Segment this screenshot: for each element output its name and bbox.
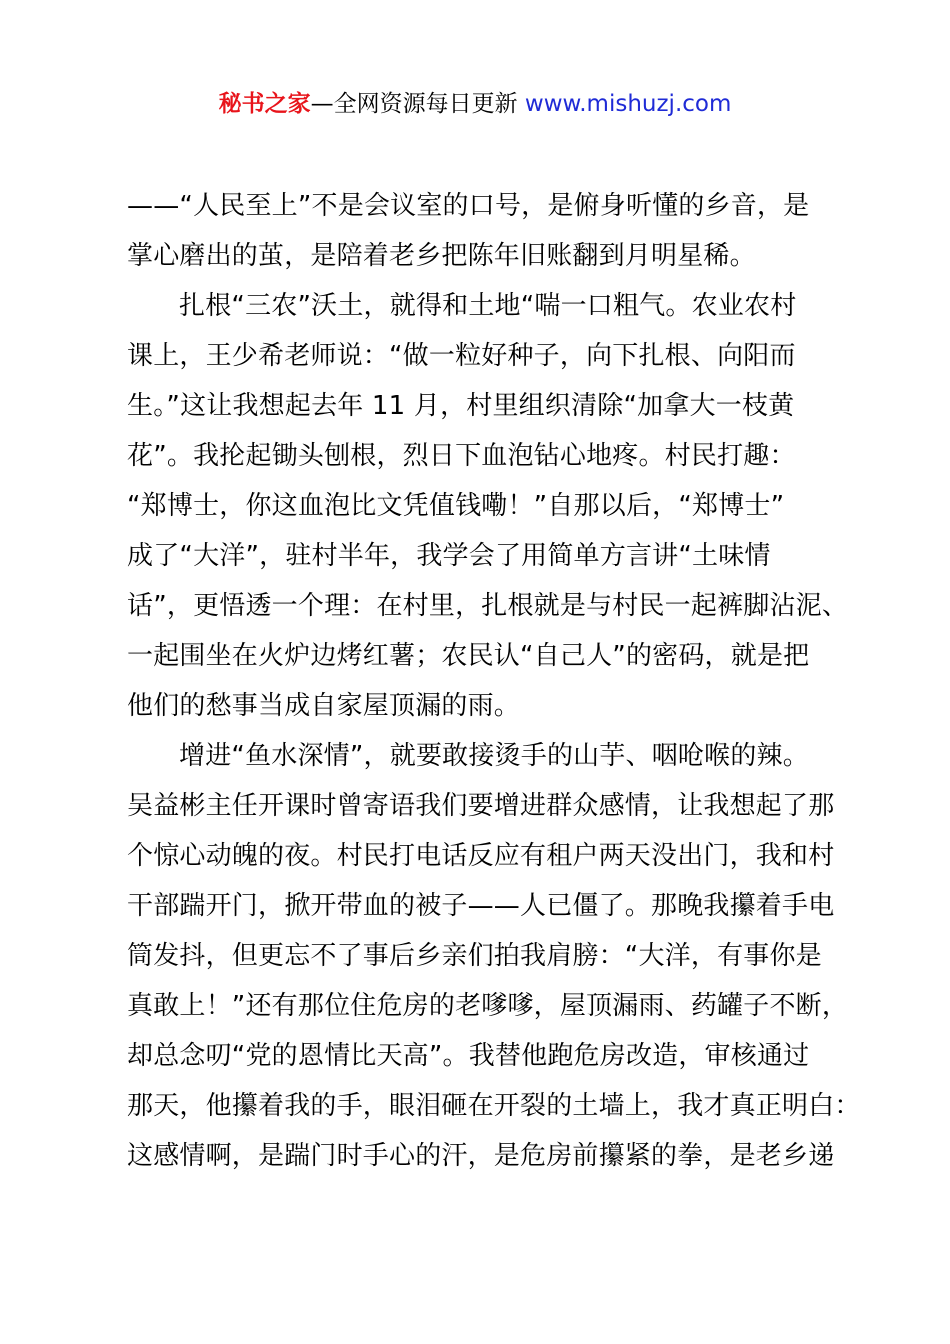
text-line: 成了“大洋”，驻村半年，我学会了用简单方言讲“土味情 bbox=[127, 541, 771, 571]
text-line: 干部踹开门，掀开带血的被子——人已僵了。那晚我攥着手电 bbox=[127, 891, 835, 921]
text-line: ——“人民至上”不是会议室的口号，是俯身听懂的乡音，是 bbox=[127, 191, 810, 221]
site-url-link[interactable]: www.mishuzj.com bbox=[524, 91, 732, 117]
text-line: 那天，他攥着我的手，眼泪砸在开裂的土墙上，我才真正明白： bbox=[127, 1091, 861, 1121]
text-line: 吴益彬主任开课时曾寄语我们要增进群众感情，让我想起了那 bbox=[127, 791, 835, 821]
text-line: 他们的愁事当成自家屋顶漏的雨。 bbox=[127, 691, 521, 721]
brand-name: 秘书之家 bbox=[218, 91, 311, 117]
text-line: 掌心磨出的茧，是陪着老乡把陈年旧账翻到月明星稀。 bbox=[127, 241, 756, 271]
text-line: 却总念叨“党的恩情比天高”。我替他跑危房改造，审核通过 bbox=[127, 1041, 810, 1071]
text-line: 个惊心动魄的夜。村民打电话反应有租户两天没出门，我和村 bbox=[127, 841, 835, 871]
text-line: 一起围坐在火炉边烤红薯；农民认“自己人”的密码，就是把 bbox=[127, 641, 810, 671]
document-body bbox=[127, 181, 867, 1181]
header-tagline: —全网资源每日更新 bbox=[310, 91, 525, 117]
text-line: 生。”这让我想起去年 11 月，村里组织清除“加拿大一枝黄 bbox=[127, 391, 795, 421]
paragraph-start-line: 增进“鱼水深情”，就要敢接烫手的山芋、咽呛喉的辣。 bbox=[179, 741, 809, 771]
text-line: 真敢上！”还有那位住危房的老嗲嗲，屋顶漏雨、药罐子不断， bbox=[127, 991, 849, 1021]
text-line: 这感情啊，是踹门时手心的汗，是危房前攥紧的拳，是老乡递 bbox=[127, 1141, 835, 1171]
text-line: 话”，更悟透一个理：在村里，扎根就是与村民一起裤脚沾泥、 bbox=[127, 591, 849, 621]
text-line: “郑博士，你这血泡比文凭值钱嘞！”自那以后，“郑博士” bbox=[127, 491, 785, 521]
text-line: 花”。我抡起锄头刨根，烈日下血泡钻心地疼。村民打趣： bbox=[127, 441, 796, 471]
text-line: 筒发抖，但更忘不了事后乡亲们拍我肩膀：“大洋，有事你是 bbox=[127, 941, 822, 971]
text-line: 课上，王少希老师说：“做一粒好种子，向下扎根、向阳而 bbox=[127, 341, 796, 371]
paragraph-start-line: 扎根“三农”沃土，就得和土地“喘一口粗气。农业农村 bbox=[179, 291, 797, 321]
page-header bbox=[0, 88, 950, 120]
